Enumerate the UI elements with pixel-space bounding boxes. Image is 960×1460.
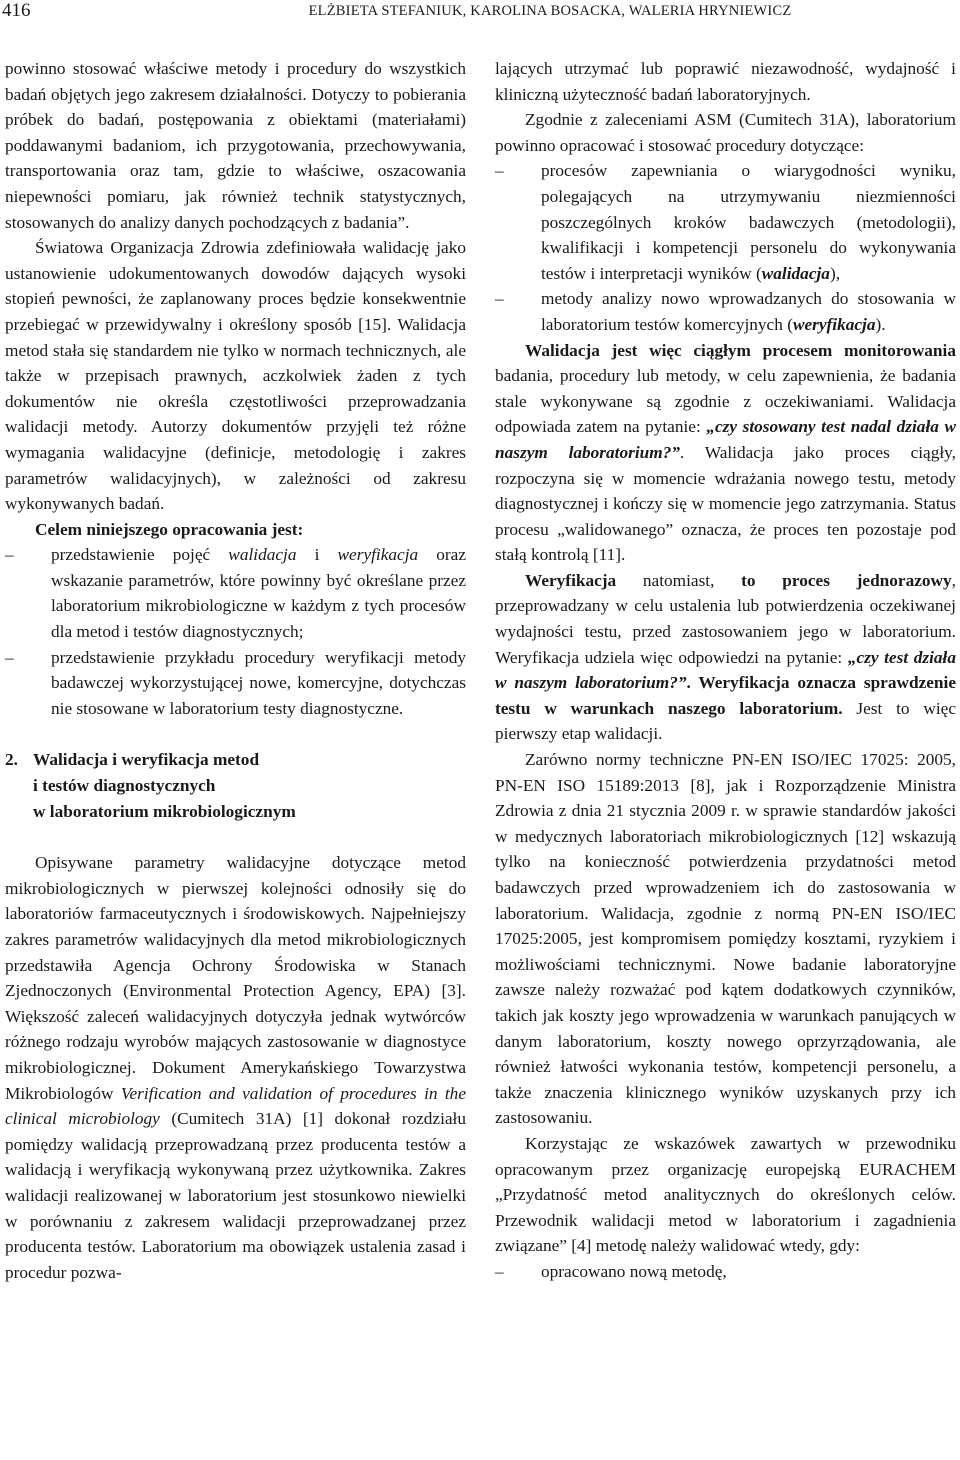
text: . Walidacja jako proces ciągły, rozpoczyna się w momencie wdrażania nowego testu, metody diagnostycznej i kończy się w momencie jego zatrzymania. Status procesu „walidowanego” oznacza, że proces ten pozostaje pod stałą kontrolą [11]. (495, 442, 957, 565)
list-item (495, 1259, 956, 1285)
page-header (0, 0, 960, 28)
right-column (495, 56, 956, 1285)
text: opracowano nową metodę, (541, 1261, 727, 1281)
list-item (495, 158, 956, 286)
paragraph: Światowa Organizacja Zdrowia zdefiniowała walidację jako ustanowienie udokumentowanych dowodów dających wysoki stopień pewności, że zaplanowany proces będzie konsekwentnie przebiegać w przewidywalny i określony sposób [15]. Walidacja metod stała się standardem nie tylko w normach technicznych, ale także w przepisach prawnych, aczkolwiek żaden z tych dokumentów nie określa częstotliwości przeprowadzania walidacji metody. Autorzy dokumentów przyjęli też różne wymagania walidacyjne (definicje, metodologię i zakres parametrów walidacyjnych), w zależności od zakresu wykonywanych badań. (5, 238, 466, 514)
aim-label (5, 517, 466, 543)
term-bold-italic: walidacja (761, 263, 830, 283)
paragraph: powinno stosować właściwe metody i procedury do wszystkich badań objętych jego zakresem działalności. Dotyczy to pobierania próbek do badań, postępowania z obiektami (materiałami) poddawanymi badaniom, ich przygotowania, przechowywania, transportowania oraz tam, gdzie to właściwe, oszacowania niepewności pomiaru, jak również technik statystycznych, stosowanych do analizy danych pochodzących z badania”. (5, 59, 466, 232)
text: badania, procedury lub metody, w celu zapewnienia, że badania stale wykonywane są zgodnie z oczekiwaniami. Walidacja odpowiada zatem na pytanie: (495, 366, 956, 437)
bold-text: to proces jednorazowy (741, 570, 952, 590)
text: Jest to więc pierwszy etap walidacji. (495, 698, 956, 744)
question-bold-italic: „czy test działa w naszym laboratorium?” (495, 647, 956, 693)
paragraph: Korzystając ze wskazówek zawartych w przewodniku opracowanym przez organizację europejską EURACHEM „Przydatność metod analitycznych do określonych celów. Przewodnik walidacji metod w laboratorium i zagadnienia związane” [4] metodę należy walidować wtedy, gdy: (495, 1133, 956, 1256)
text: i (296, 545, 338, 565)
text: metody analizy nowo wprowadzanych do stosowania w laboratorium testów komercyjnych ( (541, 289, 956, 334)
text: oraz wskazanie parametrów, które powinny być określane przez laboratorium mikrobiologiczne w każdym z tych procesów dla metod i testów diagnostycznych; (51, 545, 466, 642)
paragraph: Zgodnie z zaleceniami ASM (Cumitech 31A), laboratorium powinno opracować i stosować procedury dotyczące: (495, 110, 956, 155)
procedure-list (495, 158, 956, 337)
list-item (495, 286, 956, 337)
condition-list (495, 1259, 956, 1285)
text: , przeprowadzany w celu ustalenia lub potwierdzenia oczekiwanej wydajności testu, przed zastosowaniem jego w laboratorium. Weryfikacja udziela więc odpowiedzi na pytanie: (495, 570, 956, 667)
bold-text: Weryfikacja (525, 570, 617, 590)
paragraph: Zarówno normy techniczne PN-EN ISO/IEC 17025: 2005, PN-EN ISO 15189:2013 [8], jak i Rozporządzenie Ministra Zdrowia z dnia 21 stycznia 2009 r. w sprawie standardów jakości w medycznych laboratoriach mikrobiologicznych [12] wskazują tylko na konieczność potwierdzenia przydatności metod badawczych przed wprowadzeniem ich do zastosowania w laboratorium. Walidacja, zgodnie z normą PN-EN ISO/IEC 17025:2005, jest kompromisem pomiędzy kosztami, ryzykiem i możliwościami technicznymi. Nowe badanie laboratoryjne zawsze należy rozważać pod kątem dodatkowych czynników, takich jak koszty jego wprowadzenia w warunkach panujących w danym laboratorium, koszty nowego oprzyrządowania, ale również łatwości wykonania testów, kompetencji personelu, a także znaczenia klinicznego wyników uzyskanych przy ich zastosowaniu. (495, 750, 956, 1128)
aim-label-text: Celem niniejszego opracowania jest: (35, 519, 304, 539)
text: natomiast, (616, 570, 742, 590)
text: (Cumitech 31A) [1] dokonał rozdziału pomiędzy walidacją przeprowadzaną przez producenta testów a walidacją i weryfikacją wykonywaną przez użytkownika. Zakres walidacji realizowanej w laboratorium jest stosunkowo niewielki w porównaniu z zakresem walidacji przeprowadzanej przez producenta testów. Laboratorium ma obowiązek ustalenia zasad i procedur pozwa- (5, 1109, 466, 1282)
text: procesów zapewniania o wiarygodności wyniku, polegających na utrzymywaniu niezmienności poszczególnych kroków badawczych (metodologii), kwalifikacji i kompetencji personelu do wykonywania testów i interpretacji wyników ( (541, 161, 956, 283)
section-heading (5, 747, 466, 824)
list-item (5, 645, 466, 722)
section-title-line: w laboratorium mikrobiologicznym (33, 801, 296, 821)
text: przedstawienie pojęć (51, 545, 229, 565)
page-number: 416 (2, 0, 31, 21)
paragraph (495, 338, 956, 568)
running-head-authors: ELŻBIETA STEFANIUK, KAROLINA BOSACKA, WALERIA HRYNIEWICZ (308, 3, 792, 19)
section-title-line: i testów diagnostycznych (33, 776, 216, 796)
section-title-line: Walidacja i weryfikacja metod (33, 750, 260, 770)
list-item (5, 542, 466, 644)
section-number: 2. (5, 750, 18, 770)
left-column (5, 56, 466, 1285)
document-title-italic: Verification and validation of procedures in the clinical microbiology (5, 1083, 466, 1129)
text: ). (875, 314, 886, 334)
text: Opisywane parametry walidacyjne dotyczące metod mikrobiologicznych w pierwszej kolejności odnosiły się do laboratoriów farmaceutycznych i środowiskowych. Najpełniejszy zakres parametrów walidacyjnych dla metod mikrobiologicznych przedstawiła Agencja Ochrony Środowiska w Stanach Zjednoczonych (Environmental Protection Agency, EPA) [3]. Większość zaleceń walidacyjnych dotyczyła jednak wytwórców różnego rodzaju wyrobów mających zastosowanie w diagnostyce mikrobiologicznej. Dokument Amerykańskiego Towarzystwa Mikrobiologów (5, 853, 466, 1103)
text: ), (829, 263, 841, 283)
term-italic: weryfikacja (337, 545, 419, 565)
aim-list (5, 542, 466, 721)
paragraph (495, 568, 956, 747)
bold-text: . Weryfikacja oznacza sprawdzenie testu w warunkach naszego laboratorium. (495, 673, 956, 718)
question-bold-italic: „czy stosowany test nadal działa w naszym laboratorium?” (495, 417, 956, 462)
bold-text: Walidacja jest więc ciągłym procesem monitorowania (525, 340, 956, 360)
paragraph (5, 850, 466, 1285)
term-italic: walidacja (228, 545, 297, 565)
term-bold-italic: weryfikacja (792, 314, 876, 334)
paragraph: lających utrzymać lub poprawić niezawodność, wydajność i kliniczną użyteczność badań laboratoryjnych. (495, 59, 956, 104)
text: przedstawienie przykładu procedury weryfikacji metody badawczej wykorzystującej nowe, komercyjne, dotychczas nie stosowane w laboratorium testy diagnostyczne. (51, 647, 466, 718)
